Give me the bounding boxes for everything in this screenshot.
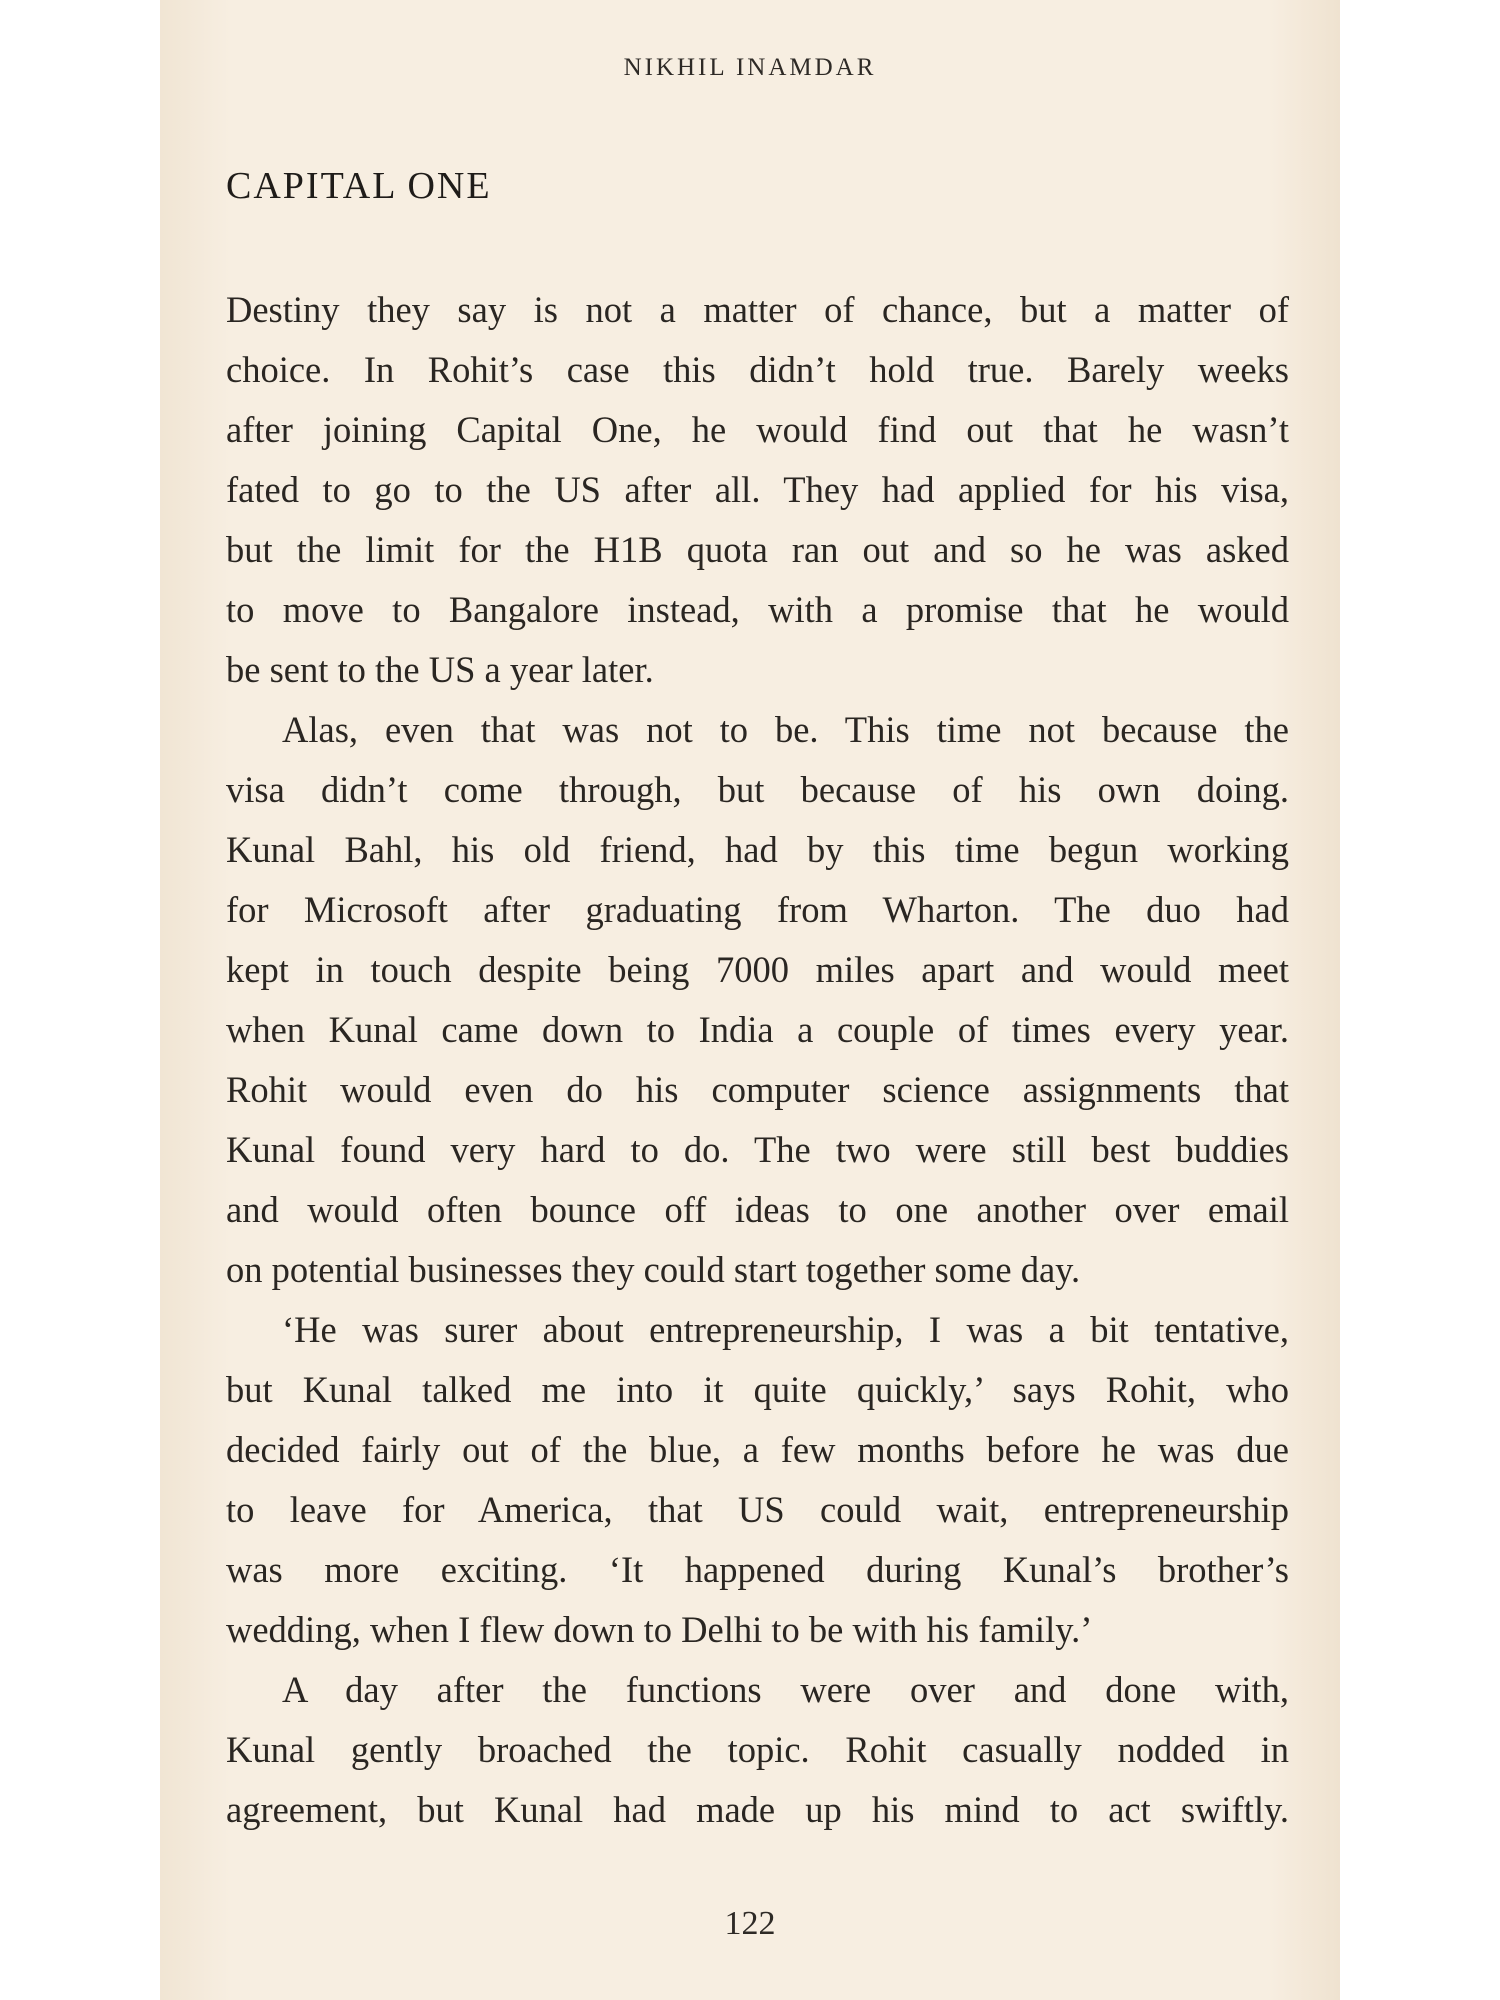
body-text bbox=[226, 280, 1289, 1840]
book-page bbox=[160, 0, 1340, 2000]
text-line: Destiny they say is not a matter of chance, but a matter of bbox=[226, 289, 1289, 330]
text-line: and would often bounce off ideas to one another over email bbox=[226, 1189, 1289, 1230]
page-number: 122 bbox=[724, 1905, 776, 1942]
text-line: but the limit for the H1B quota ran out and so he was asked bbox=[226, 529, 1289, 570]
text-line: visa didn’t come through, but because of his own doing. bbox=[226, 769, 1289, 810]
section-title: CAPITAL ONE bbox=[226, 165, 492, 207]
text-line: fated to go to the US after all. They had applied for his visa, bbox=[226, 469, 1289, 510]
text-line: Kunal Bahl, his old friend, had by this time begun working bbox=[226, 829, 1289, 870]
paragraph bbox=[226, 280, 1289, 700]
text-line: agreement, but Kunal had made up his mind to act swiftly. bbox=[226, 1789, 1289, 1830]
text-line: on potential businesses they could start together some day. bbox=[226, 1249, 1081, 1290]
text-line: kept in touch despite being 7000 miles apart and would meet bbox=[226, 949, 1289, 990]
text-line: Alas, even that was not to be. This time not because the bbox=[282, 709, 1289, 750]
text-line: for Microsoft after graduating from Wharton. The duo had bbox=[226, 889, 1289, 930]
text-line: be sent to the US a year later. bbox=[226, 649, 654, 690]
paragraph bbox=[226, 1660, 1289, 1840]
text-line: after joining Capital One, he would find out that he wasn’t bbox=[226, 409, 1289, 450]
text-line: Kunal found very hard to do. The two were still best buddies bbox=[226, 1129, 1289, 1170]
text-line: Rohit would even do his computer science assignments that bbox=[226, 1069, 1289, 1110]
text-line: Kunal gently broached the topic. Rohit casually nodded in bbox=[226, 1729, 1289, 1770]
text-line: was more exciting. ‘It happened during Kunal’s brother’s bbox=[226, 1549, 1289, 1590]
text-line: choice. In Rohit’s case this didn’t hold true. Barely weeks bbox=[226, 349, 1289, 390]
text-line: to move to Bangalore instead, with a promise that he would bbox=[226, 589, 1289, 630]
text-line: ‘He was surer about entrepreneurship, I was a bit tentative, bbox=[282, 1309, 1289, 1350]
paragraph bbox=[226, 1300, 1289, 1660]
text-line: but Kunal talked me into it quite quickly,’ says Rohit, who bbox=[226, 1369, 1289, 1410]
paragraph bbox=[226, 700, 1289, 1300]
running-head: NIKHIL INAMDAR bbox=[623, 54, 877, 81]
text-line: A day after the functions were over and done with, bbox=[282, 1669, 1289, 1710]
text-line: wedding, when I flew down to Delhi to be with his family.’ bbox=[226, 1609, 1093, 1650]
text-line: decided fairly out of the blue, a few months before he was due bbox=[226, 1429, 1289, 1470]
text-line: to leave for America, that US could wait, entrepreneurship bbox=[226, 1489, 1289, 1530]
text-line: when Kunal came down to India a couple of times every year. bbox=[226, 1009, 1289, 1050]
